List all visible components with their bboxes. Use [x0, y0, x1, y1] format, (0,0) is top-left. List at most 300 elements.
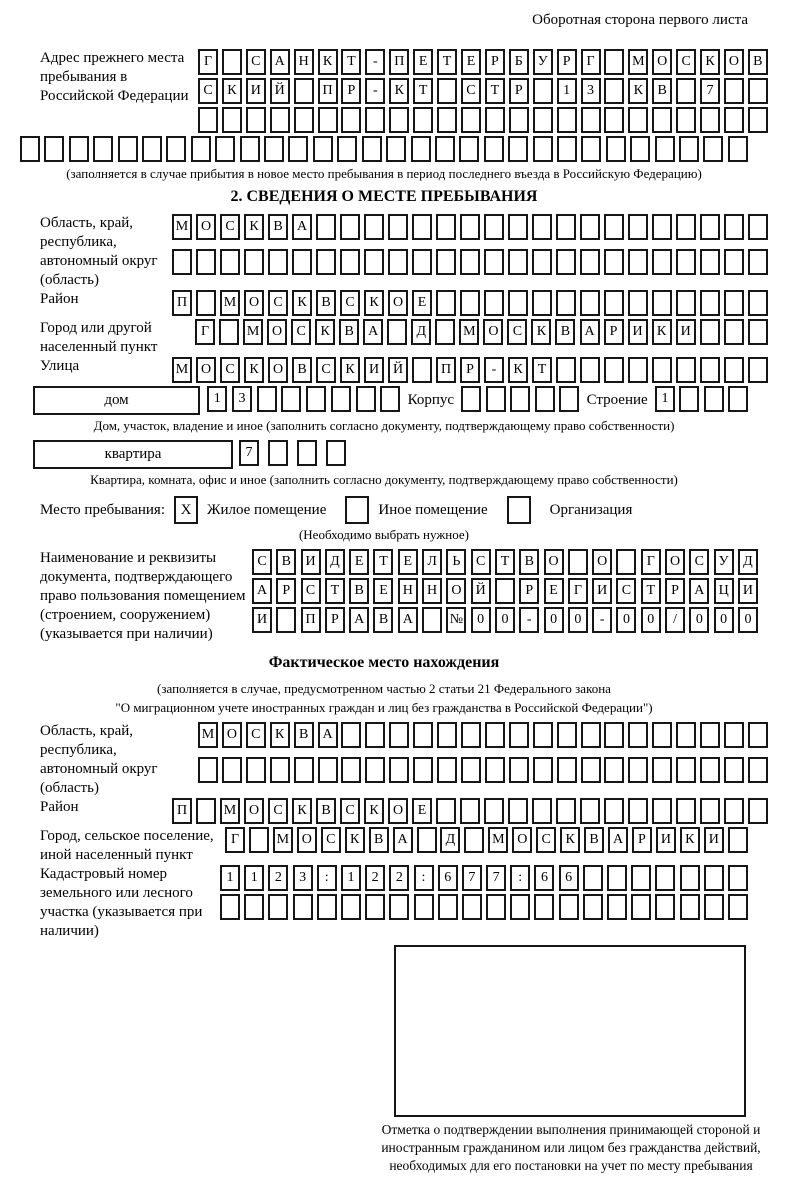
- char-box[interactable]: [316, 249, 336, 275]
- char-box[interactable]: [533, 78, 553, 104]
- char-box[interactable]: [93, 136, 113, 162]
- char-box[interactable]: С: [340, 290, 360, 316]
- char-box[interactable]: А: [363, 319, 383, 345]
- char-box[interactable]: [724, 319, 744, 345]
- char-box[interactable]: П: [172, 798, 192, 824]
- char-box[interactable]: С: [220, 357, 240, 383]
- char-box[interactable]: [533, 136, 553, 162]
- char-box[interactable]: О: [196, 357, 216, 383]
- char-box[interactable]: -: [592, 607, 612, 633]
- char-box[interactable]: [628, 757, 648, 783]
- char-box[interactable]: [412, 357, 432, 383]
- char-box[interactable]: [196, 798, 216, 824]
- char-box[interactable]: М: [172, 357, 192, 383]
- char-box[interactable]: В: [268, 214, 288, 240]
- char-box[interactable]: [436, 290, 456, 316]
- char-box[interactable]: [268, 440, 288, 466]
- char-box[interactable]: [172, 249, 192, 275]
- char-box[interactable]: [628, 214, 648, 240]
- char-box[interactable]: [317, 894, 337, 920]
- char-box[interactable]: Р: [665, 578, 685, 604]
- char-box[interactable]: [557, 757, 577, 783]
- char-box[interactable]: [700, 357, 720, 383]
- char-box[interactable]: П: [389, 49, 409, 75]
- char-box[interactable]: Т: [325, 578, 345, 604]
- char-box[interactable]: П: [172, 290, 192, 316]
- char-box[interactable]: А: [349, 607, 369, 633]
- char-box[interactable]: [652, 798, 672, 824]
- char-box[interactable]: О: [446, 578, 466, 604]
- char-box[interactable]: А: [270, 49, 290, 75]
- char-box[interactable]: [628, 722, 648, 748]
- char-box[interactable]: 6: [559, 865, 579, 891]
- char-box[interactable]: [292, 249, 312, 275]
- char-box[interactable]: [700, 249, 720, 275]
- char-box[interactable]: [724, 757, 744, 783]
- char-box[interactable]: [533, 107, 553, 133]
- char-box[interactable]: [20, 136, 40, 162]
- char-box[interactable]: [386, 136, 406, 162]
- char-box[interactable]: В: [294, 722, 314, 748]
- char-box[interactable]: [264, 136, 284, 162]
- char-box[interactable]: К: [318, 49, 338, 75]
- char-box[interactable]: 0: [689, 607, 709, 633]
- char-box[interactable]: С: [246, 49, 266, 75]
- char-box[interactable]: В: [276, 549, 296, 575]
- char-box[interactable]: К: [244, 214, 264, 240]
- char-box[interactable]: [389, 107, 409, 133]
- char-box[interactable]: К: [222, 78, 242, 104]
- char-box[interactable]: [340, 249, 360, 275]
- char-box[interactable]: Г: [568, 578, 588, 604]
- char-box[interactable]: Е: [544, 578, 564, 604]
- char-box[interactable]: К: [345, 827, 365, 853]
- char-box[interactable]: [580, 214, 600, 240]
- char-box[interactable]: №: [446, 607, 466, 633]
- char-box[interactable]: [679, 136, 699, 162]
- char-box[interactable]: А: [252, 578, 272, 604]
- char-box[interactable]: Н: [422, 578, 442, 604]
- char-box[interactable]: [604, 49, 624, 75]
- char-box[interactable]: [220, 249, 240, 275]
- char-box[interactable]: [628, 249, 648, 275]
- char-box[interactable]: Р: [509, 78, 529, 104]
- char-box[interactable]: [676, 757, 696, 783]
- char-box[interactable]: [509, 107, 529, 133]
- char-box[interactable]: М: [459, 319, 479, 345]
- char-box[interactable]: Т: [641, 578, 661, 604]
- char-box[interactable]: [293, 894, 313, 920]
- char-box[interactable]: П: [436, 357, 456, 383]
- char-box[interactable]: [464, 827, 484, 853]
- char-box[interactable]: [631, 894, 651, 920]
- char-box[interactable]: [533, 757, 553, 783]
- char-box[interactable]: [326, 440, 346, 466]
- char-box[interactable]: [331, 386, 351, 412]
- char-box[interactable]: 7: [700, 78, 720, 104]
- char-box[interactable]: [557, 107, 577, 133]
- char-box[interactable]: [655, 894, 675, 920]
- char-box[interactable]: С: [291, 319, 311, 345]
- char-box[interactable]: М: [243, 319, 263, 345]
- char-box[interactable]: [436, 214, 456, 240]
- char-box[interactable]: А: [292, 214, 312, 240]
- char-box[interactable]: [557, 722, 577, 748]
- char-box[interactable]: [604, 722, 624, 748]
- char-box[interactable]: [680, 865, 700, 891]
- char-box[interactable]: [460, 798, 480, 824]
- char-box[interactable]: Р: [460, 357, 480, 383]
- char-box[interactable]: О: [483, 319, 503, 345]
- char-box[interactable]: [580, 290, 600, 316]
- char-box[interactable]: С: [198, 78, 218, 104]
- char-box[interactable]: Т: [495, 549, 515, 575]
- char-box[interactable]: [437, 107, 457, 133]
- char-box[interactable]: [604, 214, 624, 240]
- char-box[interactable]: [276, 607, 296, 633]
- char-box[interactable]: [249, 827, 269, 853]
- char-box[interactable]: Р: [485, 49, 505, 75]
- char-box[interactable]: К: [292, 798, 312, 824]
- char-box[interactable]: [676, 798, 696, 824]
- char-box[interactable]: [509, 757, 529, 783]
- char-box[interactable]: [559, 894, 579, 920]
- char-box[interactable]: И: [252, 607, 272, 633]
- char-box[interactable]: К: [628, 78, 648, 104]
- char-box[interactable]: С: [321, 827, 341, 853]
- char-box[interactable]: К: [292, 290, 312, 316]
- char-box[interactable]: [607, 894, 627, 920]
- char-box[interactable]: 0: [495, 607, 515, 633]
- char-box[interactable]: Т: [373, 549, 393, 575]
- char-box[interactable]: [389, 722, 409, 748]
- char-box[interactable]: 2: [365, 865, 385, 891]
- char-box[interactable]: С: [536, 827, 556, 853]
- char-box[interactable]: В: [652, 78, 672, 104]
- char-box[interactable]: В: [369, 827, 389, 853]
- char-box[interactable]: М: [198, 722, 218, 748]
- char-box[interactable]: [532, 214, 552, 240]
- char-box[interactable]: [748, 78, 768, 104]
- char-box[interactable]: [676, 214, 696, 240]
- char-box[interactable]: [583, 894, 603, 920]
- char-box[interactable]: К: [315, 319, 335, 345]
- char-box[interactable]: С: [252, 549, 272, 575]
- char-box[interactable]: 0: [641, 607, 661, 633]
- char-box[interactable]: С: [340, 798, 360, 824]
- char-box[interactable]: [724, 357, 744, 383]
- char-box[interactable]: [604, 290, 624, 316]
- char-box[interactable]: Г: [581, 49, 601, 75]
- char-box[interactable]: 0: [616, 607, 636, 633]
- char-box[interactable]: [268, 249, 288, 275]
- char-box[interactable]: [461, 722, 481, 748]
- char-box[interactable]: 1: [341, 865, 361, 891]
- char-box[interactable]: Т: [341, 49, 361, 75]
- residential-checkbox[interactable]: X: [174, 496, 198, 524]
- char-box[interactable]: [748, 319, 768, 345]
- char-box[interactable]: [728, 865, 748, 891]
- char-box[interactable]: Е: [398, 549, 418, 575]
- char-box[interactable]: [270, 107, 290, 133]
- char-box[interactable]: [244, 894, 264, 920]
- char-box[interactable]: Е: [412, 798, 432, 824]
- char-box[interactable]: В: [373, 607, 393, 633]
- char-box[interactable]: К: [364, 798, 384, 824]
- char-box[interactable]: 1: [207, 386, 227, 412]
- char-box[interactable]: [580, 798, 600, 824]
- char-box[interactable]: [341, 757, 361, 783]
- char-box[interactable]: 1: [557, 78, 577, 104]
- char-box[interactable]: [700, 798, 720, 824]
- char-box[interactable]: [604, 78, 624, 104]
- char-box[interactable]: К: [560, 827, 580, 853]
- char-box[interactable]: М: [220, 290, 240, 316]
- char-box[interactable]: 0: [471, 607, 491, 633]
- char-box[interactable]: Р: [632, 827, 652, 853]
- char-box[interactable]: [652, 722, 672, 748]
- char-box[interactable]: 7: [462, 865, 482, 891]
- char-box[interactable]: Г: [225, 827, 245, 853]
- char-box[interactable]: 0: [544, 607, 564, 633]
- char-box[interactable]: И: [592, 578, 612, 604]
- char-box[interactable]: [365, 757, 385, 783]
- char-box[interactable]: [417, 827, 437, 853]
- char-box[interactable]: [196, 249, 216, 275]
- char-box[interactable]: К: [531, 319, 551, 345]
- apartment-type-field[interactable]: квартира: [33, 440, 233, 469]
- char-box[interactable]: [297, 440, 317, 466]
- char-box[interactable]: [412, 249, 432, 275]
- char-box[interactable]: 7: [486, 865, 506, 891]
- char-box[interactable]: К: [340, 357, 360, 383]
- char-box[interactable]: [365, 107, 385, 133]
- char-box[interactable]: [631, 865, 651, 891]
- char-box[interactable]: [704, 865, 724, 891]
- char-box[interactable]: О: [244, 798, 264, 824]
- char-box[interactable]: [484, 290, 504, 316]
- char-box[interactable]: [484, 798, 504, 824]
- char-box[interactable]: [485, 757, 505, 783]
- char-box[interactable]: [724, 214, 744, 240]
- char-box[interactable]: [460, 249, 480, 275]
- char-box[interactable]: [604, 107, 624, 133]
- char-box[interactable]: И: [676, 319, 696, 345]
- char-box[interactable]: С: [220, 214, 240, 240]
- char-box[interactable]: К: [652, 319, 672, 345]
- char-box[interactable]: [607, 865, 627, 891]
- char-box[interactable]: [486, 894, 506, 920]
- char-box[interactable]: С: [316, 357, 336, 383]
- char-box[interactable]: [652, 757, 672, 783]
- char-box[interactable]: [341, 722, 361, 748]
- char-box[interactable]: К: [508, 357, 528, 383]
- char-box[interactable]: Г: [641, 549, 661, 575]
- char-box[interactable]: [411, 136, 431, 162]
- char-box[interactable]: [581, 757, 601, 783]
- char-box[interactable]: [510, 894, 530, 920]
- char-box[interactable]: И: [738, 578, 758, 604]
- char-box[interactable]: Г: [198, 49, 218, 75]
- char-box[interactable]: 0: [568, 607, 588, 633]
- char-box[interactable]: И: [301, 549, 321, 575]
- char-box[interactable]: [700, 757, 720, 783]
- char-box[interactable]: [246, 757, 266, 783]
- char-box[interactable]: [166, 136, 186, 162]
- char-box[interactable]: [222, 49, 242, 75]
- char-box[interactable]: [748, 249, 768, 275]
- char-box[interactable]: Е: [461, 49, 481, 75]
- char-box[interactable]: [510, 386, 530, 412]
- char-box[interactable]: [460, 214, 480, 240]
- char-box[interactable]: В: [349, 578, 369, 604]
- char-box[interactable]: Й: [471, 578, 491, 604]
- char-box[interactable]: К: [389, 78, 409, 104]
- char-box[interactable]: Е: [412, 290, 432, 316]
- char-box[interactable]: Д: [440, 827, 460, 853]
- char-box[interactable]: О: [267, 319, 287, 345]
- char-box[interactable]: :: [510, 865, 530, 891]
- char-box[interactable]: О: [222, 722, 242, 748]
- char-box[interactable]: Е: [349, 549, 369, 575]
- char-box[interactable]: [616, 549, 636, 575]
- char-box[interactable]: В: [316, 798, 336, 824]
- char-box[interactable]: [44, 136, 64, 162]
- char-box[interactable]: [508, 290, 528, 316]
- char-box[interactable]: [364, 214, 384, 240]
- other-premises-checkbox[interactable]: [345, 496, 369, 524]
- char-box[interactable]: [246, 107, 266, 133]
- char-box[interactable]: [220, 894, 240, 920]
- char-box[interactable]: И: [628, 319, 648, 345]
- char-box[interactable]: О: [724, 49, 744, 75]
- char-box[interactable]: [198, 107, 218, 133]
- char-box[interactable]: [437, 722, 457, 748]
- char-box[interactable]: С: [507, 319, 527, 345]
- char-box[interactable]: [484, 214, 504, 240]
- char-box[interactable]: [580, 249, 600, 275]
- char-box[interactable]: [341, 894, 361, 920]
- char-box[interactable]: 6: [438, 865, 458, 891]
- char-box[interactable]: К: [270, 722, 290, 748]
- char-box[interactable]: С: [268, 290, 288, 316]
- char-box[interactable]: -: [365, 49, 385, 75]
- char-box[interactable]: [557, 136, 577, 162]
- char-box[interactable]: С: [461, 78, 481, 104]
- char-box[interactable]: [724, 798, 744, 824]
- char-box[interactable]: [484, 136, 504, 162]
- char-box[interactable]: [484, 249, 504, 275]
- char-box[interactable]: [676, 249, 696, 275]
- char-box[interactable]: [461, 386, 481, 412]
- char-box[interactable]: 6: [534, 865, 554, 891]
- char-box[interactable]: В: [519, 549, 539, 575]
- char-box[interactable]: [724, 290, 744, 316]
- char-box[interactable]: О: [512, 827, 532, 853]
- char-box[interactable]: [532, 249, 552, 275]
- char-box[interactable]: [257, 386, 277, 412]
- char-box[interactable]: 0: [738, 607, 758, 633]
- char-box[interactable]: Г: [195, 319, 215, 345]
- char-box[interactable]: [313, 136, 333, 162]
- char-box[interactable]: [222, 757, 242, 783]
- char-box[interactable]: -: [519, 607, 539, 633]
- char-box[interactable]: О: [196, 214, 216, 240]
- char-box[interactable]: Д: [738, 549, 758, 575]
- char-box[interactable]: С: [268, 798, 288, 824]
- char-box[interactable]: Р: [557, 49, 577, 75]
- char-box[interactable]: [294, 78, 314, 104]
- char-box[interactable]: Т: [532, 357, 552, 383]
- char-box[interactable]: [748, 757, 768, 783]
- char-box[interactable]: Б: [509, 49, 529, 75]
- char-box[interactable]: [222, 107, 242, 133]
- char-box[interactable]: /: [665, 607, 685, 633]
- char-box[interactable]: [462, 894, 482, 920]
- char-box[interactable]: [318, 107, 338, 133]
- char-box[interactable]: [438, 894, 458, 920]
- char-box[interactable]: [580, 357, 600, 383]
- char-box[interactable]: Т: [413, 78, 433, 104]
- char-box[interactable]: [294, 757, 314, 783]
- char-box[interactable]: [413, 757, 433, 783]
- char-box[interactable]: [581, 107, 601, 133]
- char-box[interactable]: Р: [276, 578, 296, 604]
- char-box[interactable]: [556, 249, 576, 275]
- char-box[interactable]: П: [301, 607, 321, 633]
- char-box[interactable]: [700, 319, 720, 345]
- char-box[interactable]: С: [246, 722, 266, 748]
- char-box[interactable]: [380, 386, 400, 412]
- char-box[interactable]: В: [292, 357, 312, 383]
- char-box[interactable]: :: [317, 865, 337, 891]
- char-box[interactable]: [700, 290, 720, 316]
- char-box[interactable]: О: [268, 357, 288, 383]
- char-box[interactable]: М: [488, 827, 508, 853]
- char-box[interactable]: В: [748, 49, 768, 75]
- char-box[interactable]: Р: [341, 78, 361, 104]
- char-box[interactable]: [748, 357, 768, 383]
- confirmation-stamp-area[interactable]: [394, 945, 746, 1117]
- char-box[interactable]: [198, 757, 218, 783]
- char-box[interactable]: [459, 136, 479, 162]
- char-box[interactable]: [486, 386, 506, 412]
- char-box[interactable]: [748, 798, 768, 824]
- char-box[interactable]: [412, 214, 432, 240]
- char-box[interactable]: [628, 798, 648, 824]
- char-box[interactable]: [680, 894, 700, 920]
- char-box[interactable]: С: [616, 578, 636, 604]
- char-box[interactable]: [676, 722, 696, 748]
- char-box[interactable]: [652, 357, 672, 383]
- char-box[interactable]: [240, 136, 260, 162]
- char-box[interactable]: М: [220, 798, 240, 824]
- house-type-field[interactable]: дом: [33, 386, 200, 415]
- char-box[interactable]: К: [680, 827, 700, 853]
- char-box[interactable]: Ь: [446, 549, 466, 575]
- char-box[interactable]: И: [364, 357, 384, 383]
- char-box[interactable]: [485, 722, 505, 748]
- char-box[interactable]: [142, 136, 162, 162]
- char-box[interactable]: 1: [220, 865, 240, 891]
- char-box[interactable]: 2: [389, 865, 409, 891]
- char-box[interactable]: [508, 798, 528, 824]
- char-box[interactable]: [435, 319, 455, 345]
- char-box[interactable]: С: [689, 549, 709, 575]
- char-box[interactable]: [604, 757, 624, 783]
- char-box[interactable]: 3: [232, 386, 252, 412]
- char-box[interactable]: А: [580, 319, 600, 345]
